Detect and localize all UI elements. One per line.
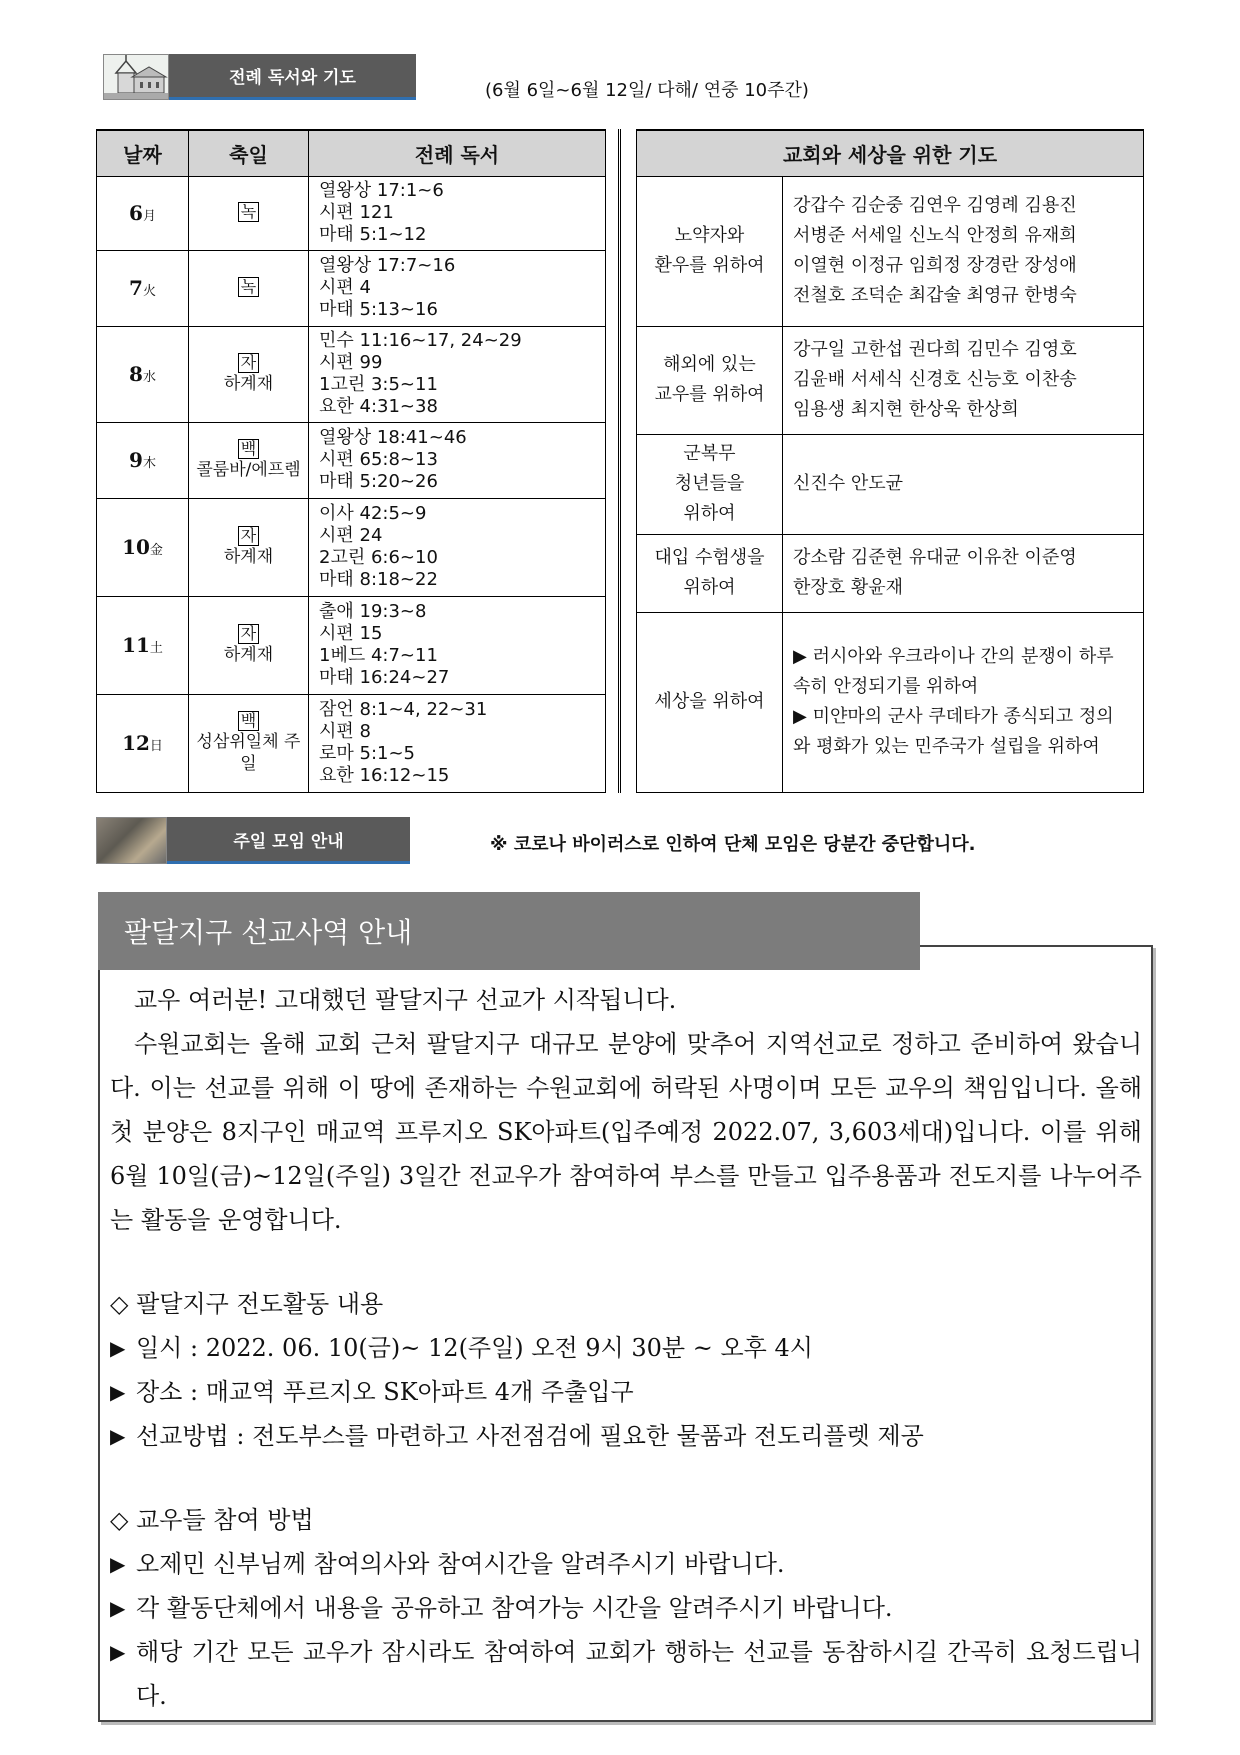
liturgical-color-box: 녹 (238, 202, 259, 222)
readings-cell: 열왕상 18:41~46 시편 65:8~13 마태 5:20~26 (309, 422, 606, 498)
list-item: ▶ 선교방법 : 전도부스를 마련하고 사전점검에 필요한 물품과 전도리플렛 제공 (110, 1414, 1142, 1458)
prayer-target: 노약자와 환우를 위하여 (637, 176, 783, 326)
date-cell: 12日 (97, 694, 189, 792)
feast-cell: 백 콜룸바/에프렘 (189, 422, 309, 498)
col-date-header: 날짜 (97, 130, 189, 176)
participation-heading: ◇ 교우들 참여 방법 (110, 1506, 314, 1534)
list-item: ▶ 일시 : 2022. 06. 10(금)~ 12(주일) 오전 9시 30분 ~ 오후 4시 (110, 1326, 1142, 1370)
feast-cell: 자 하계재 (189, 326, 309, 422)
feast-cell (189, 176, 309, 250)
date-cell: 9木 (97, 422, 189, 498)
arrow-right-icon: ▶ (110, 1424, 126, 1448)
mission-paragraph: 수원교회는 올해 교회 근처 팔달지구 대규모 분양에 맞추어 지역선교로 정하고 준비하여 왔습니다. 이는 선교를 위해 이 땅에 존재하는 수원교회에 허락된 사명이며 모든 교우의 책임입니다. 올해 첫 분양은 8지구인 매교역 프루지오 SK아파트(입주예정 2022.07, 3,603세대)입니다. 이를 위해 6월 10일(금)~12일(주일) 3일간 전교우가 참여하여 부스를 만들고 입주용품과 전도지를 나누어주는 활동을 운영합니다. (110, 1030, 1142, 1234)
liturgical-color-box: 자 (238, 353, 259, 373)
reading-row (97, 694, 606, 792)
liturgical-color-box: 자 (238, 526, 259, 546)
readings-cell: 이사 42:5~9 시편 24 2고린 6:6~10 마태 8:18~22 (309, 498, 606, 596)
arrow-right-icon: ▶ (110, 1380, 126, 1404)
mission-intro: 교우 여러분! 고대했던 팔달지구 선교가 시작됩니다. (134, 986, 677, 1014)
date-cell: 11土 (97, 596, 189, 694)
date-cell: 8水 (97, 326, 189, 422)
readings-cell: 잠언 8:1~4, 22~31 시편 8 로마 5:1~5 요한 16:12~15 (309, 694, 606, 792)
arrow-right-icon: ▶ (110, 1640, 126, 1664)
arrow-right-icon: ▶ (110, 1596, 126, 1620)
feast-cell: 자 하계재 (189, 596, 309, 694)
prayer-names: 강구일 고한섭 권다희 김민수 김영호 김윤배 서세식 신경호 신능호 이찬송 임용생 최지현 한상욱 한상희 (783, 326, 1144, 434)
liturgy-section-header (103, 54, 416, 100)
prayer-row (637, 176, 1144, 326)
readings-table (96, 129, 606, 793)
liturgical-color-box: 백 (238, 439, 259, 459)
prayer-row (637, 612, 1144, 792)
list-item: ▶ 해당 기간 모든 교우가 잠시라도 참여하여 교회가 행하는 선교를 동참하시길 간곡히 요청드립니다. (110, 1630, 1142, 1718)
prayer-target: 세상을 위하여 (637, 612, 783, 792)
prayer-names: ▶ 러시아와 우크라이나 간의 분쟁이 하루 속히 안정되기를 위하여 ▶ 미얀마의 군사 쿠데타가 종식되고 정의 와 평화가 있는 민주국가 설립을 위하여 (783, 612, 1144, 792)
date-cell: 10金 (97, 498, 189, 596)
feast-cell: 자 하계재 (189, 498, 309, 596)
prayer-names: 신진수 안도균 (783, 434, 1144, 534)
prayer-target: 대입 수험생을 위하여 (637, 534, 783, 612)
arrow-right-icon: ▶ (110, 1552, 126, 1576)
prayer-target: 해외에 있는 교우를 위하여 (637, 326, 783, 434)
list-item: ▶ 오제민 신부님께 참여의사와 참여시간을 알려주시기 바랍니다. (110, 1542, 1142, 1586)
reading-row (97, 422, 606, 498)
list-item: ▶ 장소 : 매교역 푸르지오 SK아파트 4개 주출입구 (110, 1370, 1142, 1414)
prayer-target: 군복무 청년들을 위하여 (637, 434, 783, 534)
readings-cell: 열왕상 17:7~16 시편 4 마태 5:13~16 (309, 250, 606, 326)
week-subtitle: (6월 6일~6월 12일/ 다해/ 연중 10주간) (485, 80, 809, 101)
prayer-names: 강갑수 김순중 김연우 김영례 김용진 서병준 서세일 신노식 안정희 유재희 이열현 이정규 임희정 장경란 장성애 전철호 조덕순 최갑술 최영규 한병숙 (783, 176, 1144, 326)
arrow-right-icon: ▶ (110, 1336, 126, 1360)
meeting-section-title: 주일 모임 안내 (167, 817, 410, 864)
mission-title: 팔달지구 선교사역 안내 (98, 892, 920, 970)
liturgical-color-box: 녹 (238, 277, 259, 297)
prayer-row (637, 326, 1144, 434)
col-readings-header: 전례 독서 (309, 130, 606, 176)
prayer-table (636, 129, 1144, 793)
readings-cell: 민수 11:16~17, 24~29 시편 99 1고린 3:5~11 요한 4:31~38 (309, 326, 606, 422)
covid-notice: ※ 코로나 바이러스로 인하여 단체 모임은 당분간 중단합니다. (490, 834, 976, 855)
church-building-icon (103, 54, 169, 100)
reading-row (97, 250, 606, 326)
feast-cell: 백 성삼위일체 주일 (189, 694, 309, 792)
col-feast-header: 축일 (189, 130, 309, 176)
mission-body (110, 978, 1142, 1718)
liturgy-section-title: 전례 독서와 기도 (169, 54, 416, 100)
date-cell: 6月 (97, 176, 189, 250)
table-divider (618, 129, 621, 793)
readings-cell: 열왕상 17:1~6 시편 121 마태 5:1~12 (309, 176, 606, 250)
reading-row (97, 596, 606, 694)
reading-row (97, 498, 606, 596)
readings-cell: 출애 19:3~8 시편 15 1베드 4:7~11 마태 16:24~27 (309, 596, 606, 694)
prayer-names: 강소람 김준현 유대균 이유찬 이준영 한장호 황윤재 (783, 534, 1144, 612)
prayer-row (637, 534, 1144, 612)
date-cell: 7火 (97, 250, 189, 326)
prayer-row (637, 434, 1144, 534)
activity-heading: ◇ 팔달지구 전도활동 내용 (110, 1290, 384, 1318)
reading-row (97, 176, 606, 250)
feast-cell (189, 250, 309, 326)
prayer-table-header: 교회와 세상을 위한 기도 (637, 130, 1144, 176)
reading-row (97, 326, 606, 422)
liturgical-color-box: 자 (238, 624, 259, 644)
list-item: ▶ 각 활동단체에서 내용을 공유하고 참여가능 시간을 알려주시기 바랍니다. (110, 1586, 1142, 1630)
meeting-section-header (96, 817, 410, 864)
liturgical-color-box: 백 (238, 711, 259, 731)
gathering-photo (96, 817, 167, 864)
